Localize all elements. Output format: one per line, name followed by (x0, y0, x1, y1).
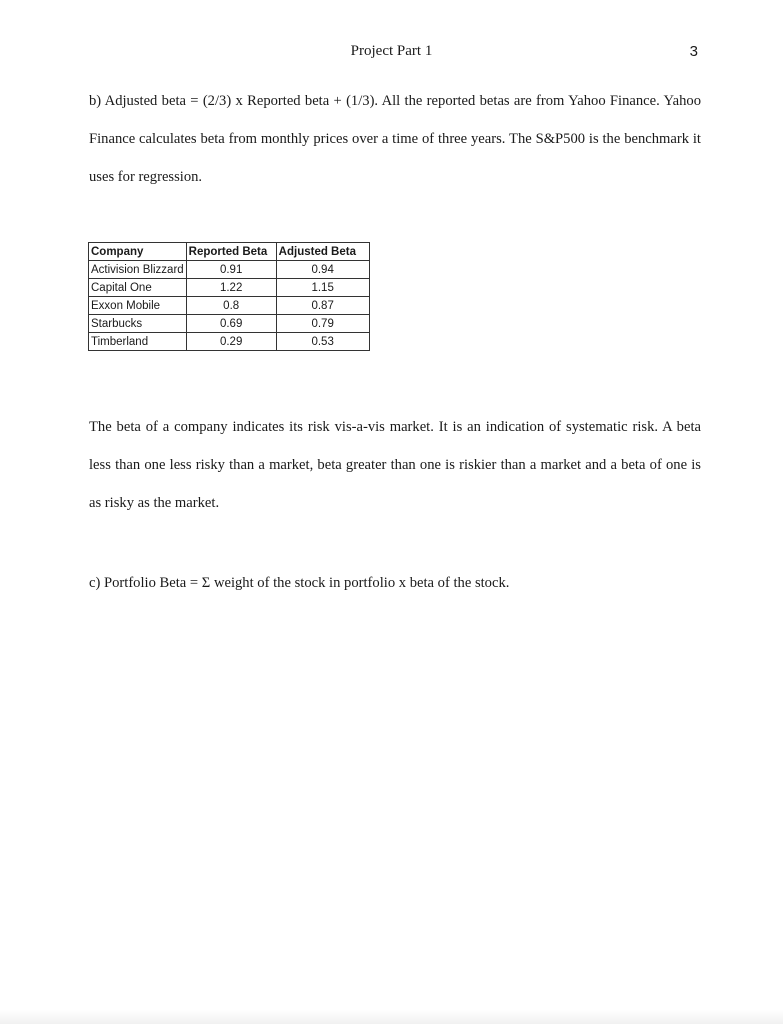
table-row (89, 279, 370, 297)
table-header-row (89, 243, 370, 261)
page-bottom-edge (0, 1010, 783, 1024)
reported-beta-cell: 0.8 (186, 297, 276, 315)
beta-table (88, 242, 370, 351)
reported-beta-cell: 0.69 (186, 315, 276, 333)
table-row (89, 333, 370, 351)
adjusted-beta-cell: 0.53 (276, 333, 369, 351)
column-header-company: Company (89, 243, 187, 261)
adjusted-beta-cell: 0.87 (276, 297, 369, 315)
page-number: 3 (689, 43, 698, 60)
table-row (89, 297, 370, 315)
table-row (89, 315, 370, 333)
reported-beta-cell: 1.22 (186, 279, 276, 297)
portfolio-beta-paragraph: c) Portfolio Beta = Σ weight of the stock in portfolio x beta of the stock. (89, 575, 510, 591)
adjusted-beta-cell: 0.94 (276, 261, 369, 279)
company-cell: Capital One (89, 279, 187, 297)
company-cell: Activision Blizzard (89, 261, 187, 279)
column-header-adjusted-beta: Adjusted Beta (276, 243, 369, 261)
adjusted-beta-paragraph: b) Adjusted beta = (2/3) x Reported beta + (1/3). All the reported betas are from Yahoo Finance. Yahoo Finance calculates beta from monthly prices over a time of three years. The S&P500 is the benchmark it uses for regression. (89, 93, 701, 185)
running-header-title: Project Part 1 (350, 43, 433, 59)
table-row (89, 261, 370, 279)
company-cell: Starbucks (89, 315, 187, 333)
adjusted-beta-cell: 1.15 (276, 279, 369, 297)
reported-beta-cell: 0.29 (186, 333, 276, 351)
company-cell: Timberland (89, 333, 187, 351)
column-header-reported-beta: Reported Beta (186, 243, 276, 261)
adjusted-beta-cell: 0.79 (276, 315, 369, 333)
company-cell: Exxon Mobile (89, 297, 187, 315)
reported-beta-cell: 0.91 (186, 261, 276, 279)
beta-risk-paragraph: The beta of a company indicates its risk vis-a-vis market. It is an indication of systematic risk. A beta less than one less risky than a market, beta greater than one is riskier than a market and a beta of one is as risky as the market. (89, 419, 701, 511)
